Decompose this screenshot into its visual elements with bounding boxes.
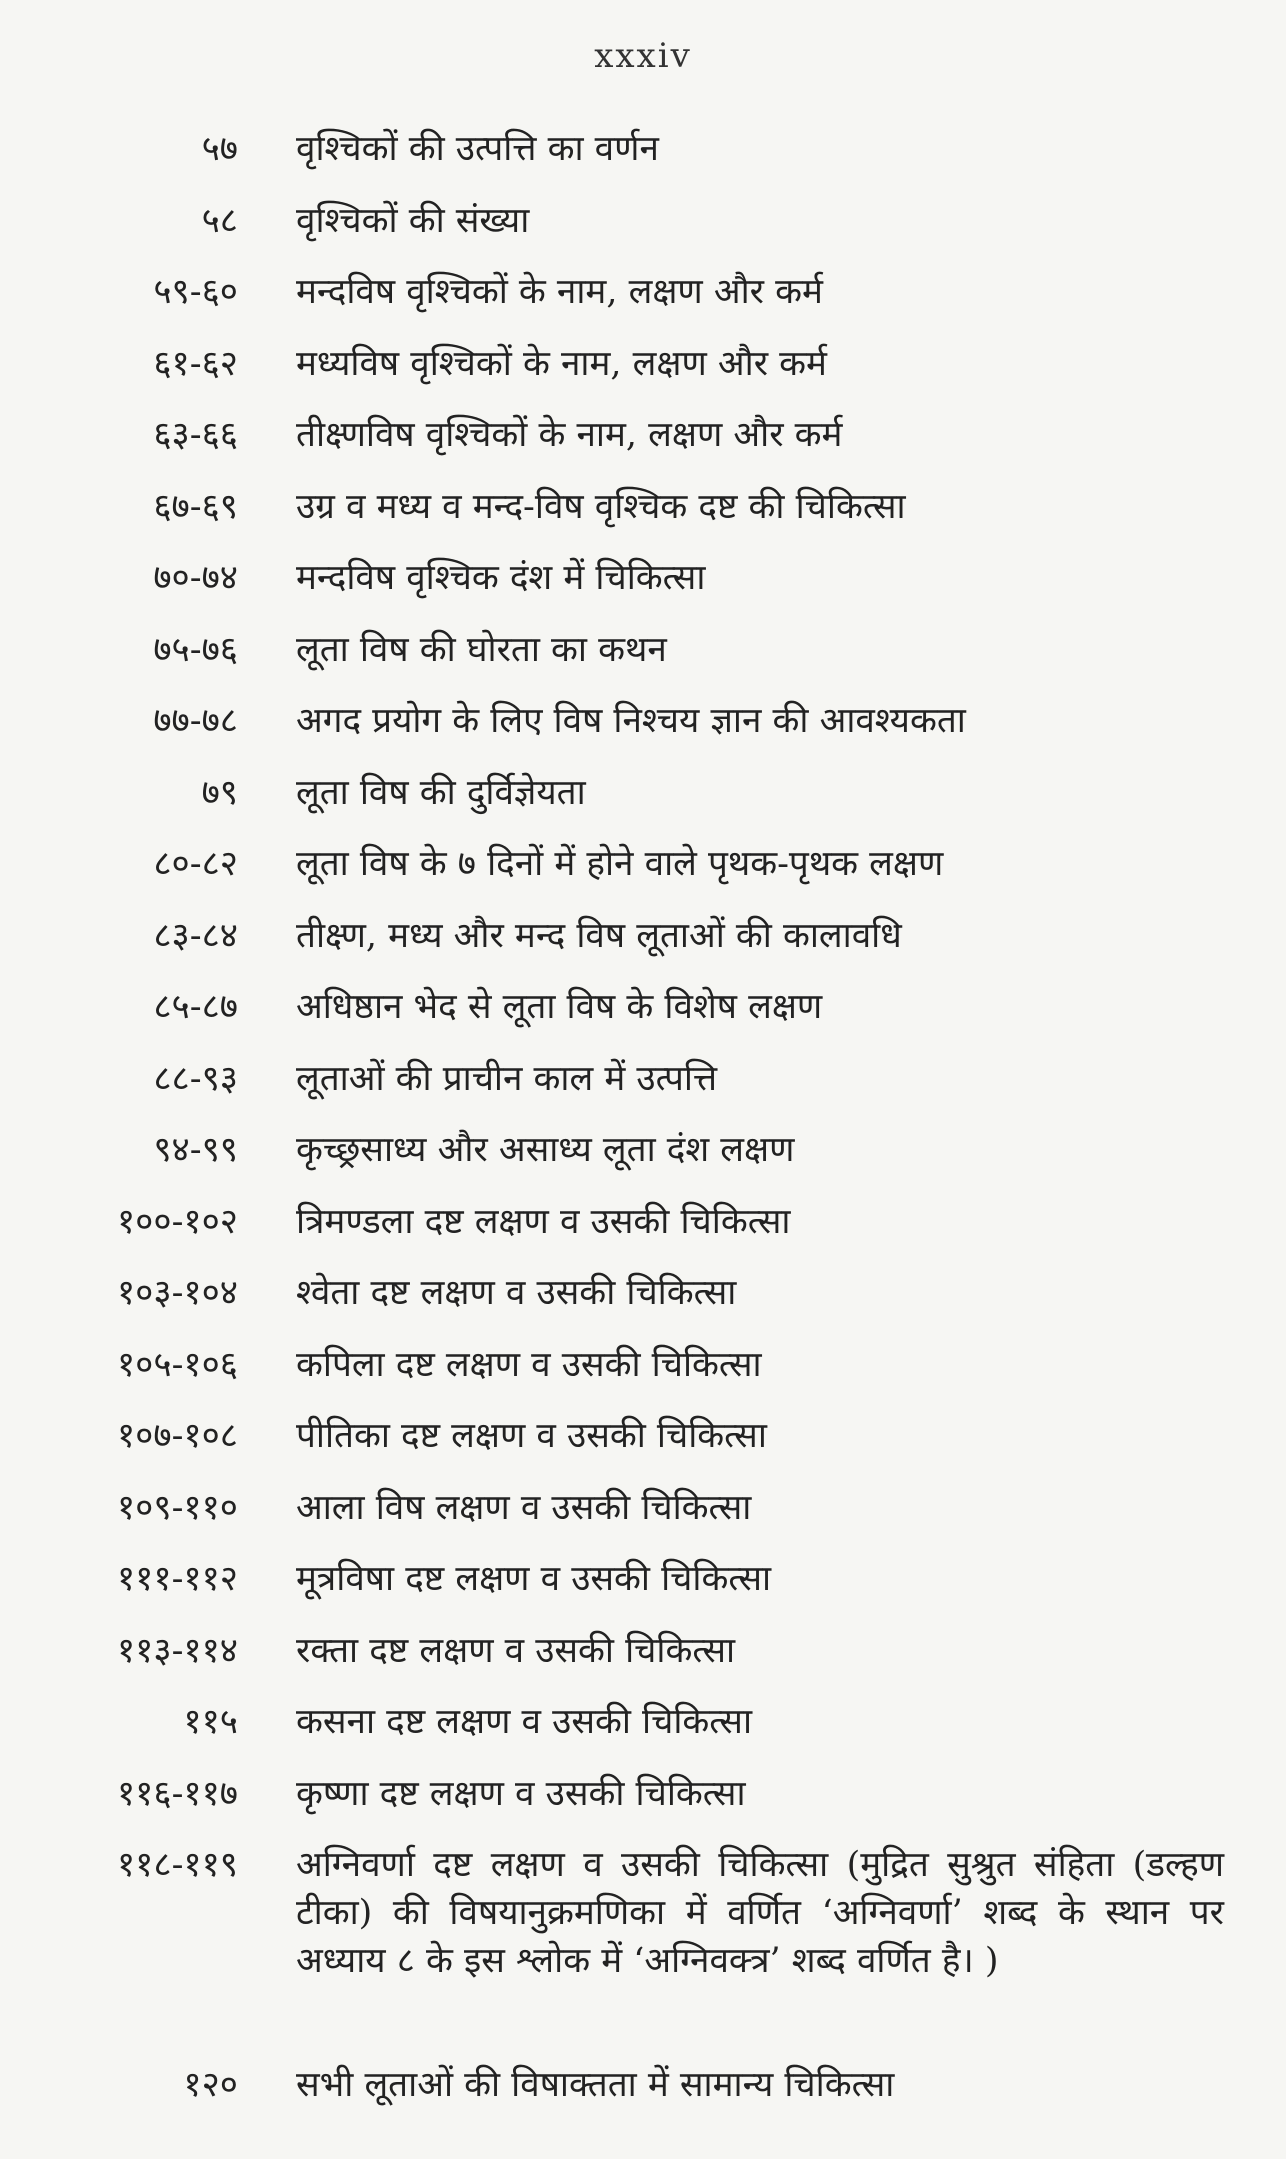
list-item bbox=[0, 340, 1286, 412]
verse-range: १११-११२ bbox=[116, 1559, 238, 1599]
list-item bbox=[0, 912, 1286, 984]
verse-range: १००-१०२ bbox=[116, 1201, 238, 1242]
topic-text: मन्दविष वृश्चिक दंश में चिकित्सा bbox=[296, 558, 706, 598]
verse-range: ५८ bbox=[201, 200, 238, 241]
list-item bbox=[0, 268, 1286, 340]
list-item bbox=[0, 1269, 1286, 1341]
list-item bbox=[0, 2061, 1286, 2133]
verse-range: ७९ bbox=[201, 772, 238, 813]
topic-text: कृष्णा दष्ट लक्षण व उसकी चिकित्सा bbox=[296, 1773, 746, 1814]
verse-range: ६१-६२ bbox=[153, 343, 238, 384]
list-item bbox=[0, 554, 1286, 626]
topic-text: त्रिमण्डला दष्ट लक्षण व उसकी चिकित्सा bbox=[296, 1201, 791, 1242]
verse-range: ११८-११९ bbox=[116, 1845, 238, 1885]
list-item bbox=[0, 483, 1286, 555]
list-item bbox=[0, 1770, 1286, 1842]
topic-text: वृश्चिकों की संख्या bbox=[296, 200, 530, 241]
topic-text: कपिला दष्ट लक्षण व उसकी चिकित्सा bbox=[296, 1344, 762, 1385]
list-item bbox=[0, 1055, 1286, 1127]
verse-range: १०३-१०४ bbox=[116, 1273, 238, 1313]
list-item bbox=[0, 1698, 1286, 1770]
topic-text: रक्ता दष्ट लक्षण व उसकी चिकित्सा bbox=[296, 1630, 736, 1671]
topic-text: पीतिका दष्ट लक्षण व उसकी चिकित्सा bbox=[296, 1416, 767, 1456]
topic-text: सभी लूताओं की विषाक्तता में सामान्य चिकित्सा bbox=[296, 2065, 895, 2105]
topic-text: मूत्रविषा दष्ट लक्षण व उसकी चिकित्सा bbox=[296, 1559, 772, 1599]
list-item bbox=[0, 983, 1286, 1055]
topic-text: लूता विष की घोरता का कथन bbox=[296, 629, 667, 670]
page-number: xxxiv bbox=[594, 36, 692, 76]
list-item bbox=[0, 1126, 1286, 1198]
verse-range: ९४-९९ bbox=[153, 1130, 238, 1170]
topic-text: आला विष लक्षण व उसकी चिकित्सा bbox=[296, 1487, 752, 1528]
list-item bbox=[0, 840, 1286, 912]
topic-text: अगद प्रयोग के लिए विष निश्चय ज्ञान की आवश्यकता bbox=[296, 701, 966, 741]
topic-text: श्वेता दष्ट लक्षण व उसकी चिकित्सा bbox=[296, 1273, 737, 1313]
verse-range: ५९-६० bbox=[153, 272, 238, 312]
topic-text: तीक्ष्ण, मध्य और मन्द विष लूताओं की कालावधि bbox=[296, 915, 902, 956]
verse-range: १२० bbox=[183, 2065, 238, 2105]
list-item bbox=[0, 697, 1286, 769]
topic-text: कसना दष्ट लक्षण व उसकी चिकित्सा bbox=[296, 1702, 753, 1742]
list-item bbox=[0, 1341, 1286, 1413]
list-item bbox=[0, 125, 1286, 197]
list-item bbox=[0, 197, 1286, 269]
verse-range: ८०-८२ bbox=[153, 844, 238, 884]
topic-text: लूता विष के ७ दिनों में होने वाले पृथक-पृथक लक्षण bbox=[296, 844, 944, 884]
topic-text: कृच्छ्रसाध्य और असाध्य लूता दंश लक्षण bbox=[296, 1130, 795, 1170]
verse-range: ६३-६६ bbox=[153, 415, 238, 455]
list-item bbox=[0, 769, 1286, 841]
topic-text: अधिष्ठान भेद से लूता विष के विशेष लक्षण bbox=[296, 987, 823, 1027]
topic-text: मध्यविष वृश्चिकों के नाम, लक्षण और कर्म bbox=[296, 343, 827, 384]
topic-text: लूता विष की दुर्विज्ञेयता bbox=[296, 772, 586, 813]
list-item bbox=[0, 626, 1286, 698]
verse-range: ८८-९३ bbox=[153, 1058, 238, 1099]
topic-text: तीक्ष्णविष वृश्चिकों के नाम, लक्षण और कर्म bbox=[296, 415, 843, 455]
verse-range: ७५-७६ bbox=[153, 629, 238, 670]
list-item bbox=[0, 1555, 1286, 1627]
topic-text: अग्निवर्णा दष्ट लक्षण व उसकी चिकित्सा (मुद्रित सुश्रुत संहिता (डल्हण टीका) की विषयानुक्रमणिका में वर्णित ‘अग्निवर्णा’ शब्द के स्थान पर अध्याय ८ के इस श्लोक में ‘अग्निवक्त्र’ शब्द वर्णित है। ) bbox=[296, 1845, 1224, 1981]
verse-range: ५७ bbox=[201, 129, 238, 169]
verse-range: ७७-७८ bbox=[153, 701, 238, 741]
list-item bbox=[0, 1198, 1286, 1270]
verse-range: ८३-८४ bbox=[153, 915, 238, 956]
topic-text: लूताओं की प्राचीन काल में उत्पत्ति bbox=[296, 1058, 718, 1099]
list-item bbox=[0, 1484, 1286, 1556]
verse-range: १०९-११० bbox=[116, 1487, 238, 1528]
topic-text: वृश्चिकों की उत्पत्ति का वर्णन bbox=[296, 129, 659, 169]
topic-text: मन्दविष वृश्चिकों के नाम, लक्षण और कर्म bbox=[296, 272, 823, 312]
verse-range: १०७-१०८ bbox=[116, 1416, 238, 1456]
verse-range: १०५-१०६ bbox=[116, 1344, 238, 1385]
verse-range: ११६-११७ bbox=[116, 1773, 238, 1814]
verse-range: ११५ bbox=[183, 1702, 238, 1742]
topic-text: उग्र व मध्य व मन्द-विष वृश्चिक दष्ट की चिकित्सा bbox=[296, 486, 906, 527]
list-item bbox=[0, 1841, 1286, 2061]
verse-range: ६७-६९ bbox=[153, 486, 238, 527]
verse-range: ११३-११४ bbox=[116, 1630, 238, 1671]
contents-list bbox=[0, 125, 1286, 2133]
list-item bbox=[0, 1412, 1286, 1484]
list-item bbox=[0, 1627, 1286, 1699]
verse-range: ७०-७४ bbox=[153, 558, 238, 598]
list-item bbox=[0, 411, 1286, 483]
verse-range: ८५-८७ bbox=[153, 987, 238, 1027]
